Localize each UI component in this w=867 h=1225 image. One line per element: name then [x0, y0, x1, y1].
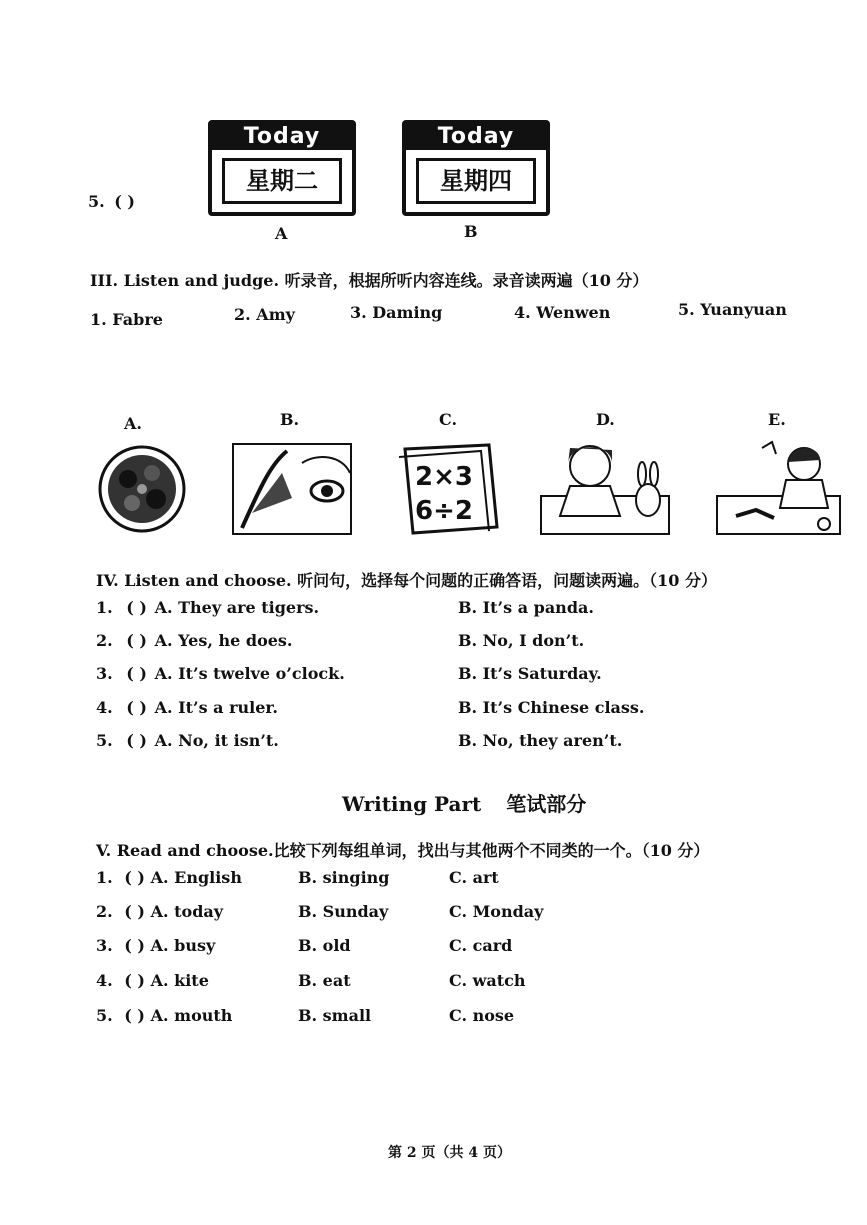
s5-item-2: [96, 902, 836, 921]
writing-part-heading: [342, 788, 586, 817]
s5-option-c: C. card: [449, 936, 513, 955]
food-plate-icon: [96, 443, 188, 535]
calendar-b-icon: [402, 120, 550, 216]
s5-option-c: C. nose: [449, 1006, 515, 1025]
s5-option-b: B. Sunday: [298, 902, 389, 921]
q5-answer-paren[interactable]: ( ): [114, 192, 135, 211]
name-4: 4. Wenwen: [514, 303, 611, 322]
s5-item-3: [96, 936, 836, 955]
insect-leaf-icon: [232, 443, 352, 535]
s4-item-1: [96, 598, 836, 617]
s5-item-1: [96, 868, 836, 887]
s5-option-b: B. eat: [298, 971, 351, 990]
picture-label-d: D.: [596, 410, 615, 429]
s5-option-c: C. art: [449, 868, 499, 887]
s4-answer-paren[interactable]: ( ): [126, 698, 147, 717]
calendar-b-header: Today: [406, 124, 546, 150]
s5-option-c: C. watch: [449, 971, 526, 990]
name-2: 2. Amy: [234, 305, 295, 324]
girl-drawing-icon: [540, 436, 670, 536]
s5-item-4: [96, 971, 836, 990]
name-1: 1. Fabre: [90, 310, 163, 329]
s4-item-number: 1.: [96, 598, 113, 617]
q5-number: [88, 192, 135, 211]
s4-option-a: A. It’s twelve o’clock.: [154, 664, 345, 683]
section-4-title: IV. Listen and choose. 听问句，选择每个问题的正确答语，问题读两遍。（10 分）: [96, 571, 717, 590]
picture-label-a: A.: [124, 414, 142, 433]
s5-option-c: C. Monday: [449, 902, 544, 921]
calendar-a-icon: [208, 120, 356, 216]
s5-item-5: [96, 1006, 836, 1025]
s4-option-b: B. It’s Chinese class.: [458, 698, 645, 717]
s4-option-b: B. It’s a panda.: [458, 598, 594, 617]
s5-item-number: 4.: [96, 971, 113, 990]
s5-item-number: 2.: [96, 902, 113, 921]
s5-answer-paren[interactable]: ( ): [124, 936, 145, 955]
s4-option-a: A. No, it isn’t.: [154, 731, 279, 750]
s4-answer-paren[interactable]: ( ): [126, 598, 147, 617]
s5-item-number: 5.: [96, 1006, 113, 1025]
s4-option-a: A. They are tigers.: [154, 598, 320, 617]
q5-option-a-label: A: [275, 224, 288, 243]
s4-item-5: [96, 731, 836, 750]
s4-option-b: B. No, they aren’t.: [458, 731, 623, 750]
s5-option-b: B. old: [298, 936, 351, 955]
s5-answer-paren[interactable]: ( ): [124, 868, 145, 887]
s4-option-b: B. No, I don’t.: [458, 631, 585, 650]
s4-item-4: [96, 698, 836, 717]
s5-item-number: 1.: [96, 868, 113, 887]
s4-item-number: 5.: [96, 731, 113, 750]
math-card-icon: [393, 443, 501, 535]
s5-answer-paren[interactable]: ( ): [124, 902, 145, 921]
q5-number-text: 5.: [88, 192, 105, 211]
s5-option-a: A. English: [150, 868, 242, 887]
q5-option-b-label: B: [464, 222, 478, 241]
picture-label-c: C.: [439, 410, 458, 429]
s5-option-a: A. mouth: [150, 1006, 233, 1025]
girl-painting-icon: [716, 438, 841, 536]
s4-answer-paren[interactable]: ( ): [126, 631, 147, 650]
s5-answer-paren[interactable]: ( ): [124, 971, 145, 990]
s5-answer-paren[interactable]: ( ): [124, 1006, 145, 1025]
s4-item-3: [96, 664, 836, 683]
section-5-title: V. Read and choose.比较下列每组单词，找出与其他两个不同类的一个。（10 分）: [96, 841, 710, 860]
s4-item-2: [96, 631, 836, 650]
svg-text:2×3: 2×3: [415, 462, 473, 492]
calendar-b-day: 星期四: [416, 158, 536, 204]
name-5: 5. Yuanyuan: [678, 300, 787, 319]
page-footer: 第 2 页（共 4 页）: [388, 1145, 511, 1161]
s4-item-number: 4.: [96, 698, 113, 717]
svg-text:6÷2: 6÷2: [415, 496, 473, 526]
s5-option-a: A. busy: [150, 936, 216, 955]
picture-label-e: E.: [768, 410, 786, 429]
s4-item-number: 3.: [96, 664, 113, 683]
calendar-a-header: Today: [212, 124, 352, 150]
s4-option-a: A. It’s a ruler.: [154, 698, 278, 717]
s5-item-number: 3.: [96, 936, 113, 955]
s4-item-number: 2.: [96, 631, 113, 650]
s5-option-a: A. kite: [150, 971, 209, 990]
writing-part-en: Writing Part: [342, 792, 482, 816]
calendar-a-day: 星期二: [222, 158, 342, 204]
s4-option-b: B. It’s Saturday.: [458, 664, 602, 683]
s5-option-a: A. today: [150, 902, 224, 921]
s4-answer-paren[interactable]: ( ): [126, 664, 147, 683]
picture-label-b: B.: [280, 410, 300, 429]
s5-option-b: B. singing: [298, 868, 390, 887]
section-3-title: III. Listen and judge. 听录音，根据所听内容连线。录音读两遍（10 分）: [90, 271, 649, 290]
s4-option-a: A. Yes, he does.: [154, 631, 293, 650]
writing-part-zh: 笔试部分: [506, 792, 587, 816]
s4-answer-paren[interactable]: ( ): [126, 731, 147, 750]
s5-option-b: B. small: [298, 1006, 372, 1025]
name-3: 3. Daming: [350, 303, 443, 322]
